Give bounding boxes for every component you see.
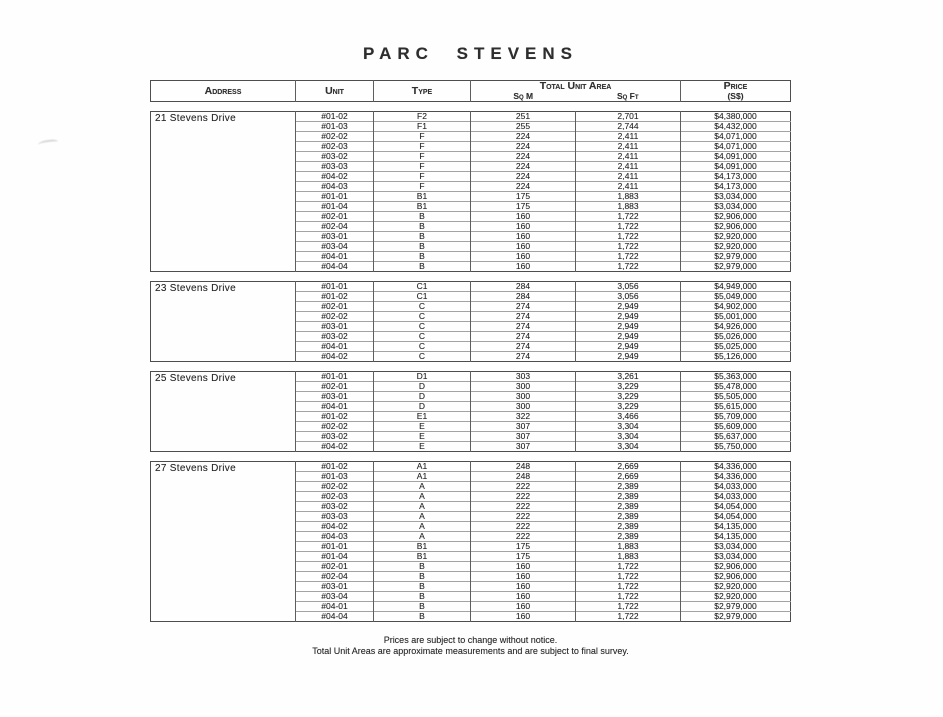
cell-sqm: 224 bbox=[471, 172, 576, 182]
cell-sqft: 1,722 bbox=[576, 572, 681, 582]
cell-sqm: 175 bbox=[471, 202, 576, 212]
cell-sqft: 3,229 bbox=[576, 402, 681, 412]
cell-type: B bbox=[374, 592, 471, 602]
cell-sqft: 1,722 bbox=[576, 602, 681, 612]
cell-unit: #03-02 bbox=[296, 332, 374, 342]
cell-type: B1 bbox=[374, 192, 471, 202]
cell-sqm: 222 bbox=[471, 522, 576, 532]
cell-unit: #02-03 bbox=[296, 492, 374, 502]
cell-type: B bbox=[374, 562, 471, 572]
cell-unit: #04-02 bbox=[296, 522, 374, 532]
cell-unit: #03-03 bbox=[296, 162, 374, 172]
table-row bbox=[151, 282, 791, 292]
cell-type: F bbox=[374, 132, 471, 142]
cell-sqft: 2,411 bbox=[576, 182, 681, 192]
cell-sqft: 1,722 bbox=[576, 252, 681, 262]
address-cell: 27 Stevens Drive bbox=[155, 463, 236, 474]
cell-sqft: 2,389 bbox=[576, 532, 681, 542]
cell-unit: #01-01 bbox=[296, 372, 374, 382]
cell-sqm: 175 bbox=[471, 542, 576, 552]
cell-price: $5,363,000 bbox=[681, 372, 791, 382]
cell-sqft: 2,949 bbox=[576, 342, 681, 352]
section-table bbox=[150, 281, 791, 362]
cell-unit: #04-02 bbox=[296, 172, 374, 182]
cell-price: $3,034,000 bbox=[681, 552, 791, 562]
cell-sqm: 274 bbox=[471, 352, 576, 362]
section-table bbox=[150, 111, 791, 272]
address-cell: 21 Stevens Drive bbox=[155, 113, 236, 124]
cell-sqm: 300 bbox=[471, 392, 576, 402]
cell-type: C bbox=[374, 312, 471, 322]
column-subheader-currency: (S$) bbox=[681, 92, 791, 102]
cell-price: $4,173,000 bbox=[681, 182, 791, 192]
cell-type: C bbox=[374, 322, 471, 332]
cell-type: A1 bbox=[374, 462, 471, 472]
cell-unit: #04-04 bbox=[296, 612, 374, 622]
cell-type: B bbox=[374, 232, 471, 242]
cell-unit: #03-01 bbox=[296, 232, 374, 242]
cell-type: F bbox=[374, 172, 471, 182]
column-subheader-sqft: Sq Ft bbox=[616, 92, 639, 101]
cell-type: F bbox=[374, 162, 471, 172]
cell-type: A bbox=[374, 532, 471, 542]
cell-unit: #01-01 bbox=[296, 542, 374, 552]
cell-sqft: 1,722 bbox=[576, 222, 681, 232]
cell-sqm: 255 bbox=[471, 122, 576, 132]
cell-unit: #04-01 bbox=[296, 402, 374, 412]
cell-type: A bbox=[374, 502, 471, 512]
cell-sqft: 2,389 bbox=[576, 492, 681, 502]
cell-price: $4,926,000 bbox=[681, 322, 791, 332]
cell-sqm: 322 bbox=[471, 412, 576, 422]
cell-sqm: 160 bbox=[471, 582, 576, 592]
cell-sqm: 224 bbox=[471, 182, 576, 192]
cell-price: $4,949,000 bbox=[681, 282, 791, 292]
cell-unit: #02-04 bbox=[296, 222, 374, 232]
cell-sqft: 2,389 bbox=[576, 522, 681, 532]
cell-unit: #02-01 bbox=[296, 382, 374, 392]
cell-price: $4,033,000 bbox=[681, 482, 791, 492]
cell-sqm: 224 bbox=[471, 162, 576, 172]
cell-price: $5,750,000 bbox=[681, 442, 791, 452]
cell-sqm: 160 bbox=[471, 252, 576, 262]
cell-unit: #01-02 bbox=[296, 112, 374, 122]
column-header-price: Price bbox=[681, 81, 791, 93]
cell-type: A bbox=[374, 482, 471, 492]
cell-price: $5,026,000 bbox=[681, 332, 791, 342]
cell-sqft: 2,411 bbox=[576, 172, 681, 182]
cell-type: A bbox=[374, 522, 471, 532]
column-header-type: Type bbox=[374, 81, 471, 102]
cell-sqft: 1,722 bbox=[576, 212, 681, 222]
cell-type: C bbox=[374, 342, 471, 352]
cell-price: $3,034,000 bbox=[681, 192, 791, 202]
cell-sqm: 222 bbox=[471, 512, 576, 522]
cell-sqft: 2,411 bbox=[576, 152, 681, 162]
column-header-total-unit-area: Total Unit Area bbox=[471, 81, 681, 93]
cell-type: D bbox=[374, 402, 471, 412]
cell-price: $4,902,000 bbox=[681, 302, 791, 312]
cell-price: $2,906,000 bbox=[681, 562, 791, 572]
cell-unit: #01-04 bbox=[296, 552, 374, 562]
cell-price: $4,054,000 bbox=[681, 502, 791, 512]
cell-type: F bbox=[374, 142, 471, 152]
cell-sqm: 303 bbox=[471, 372, 576, 382]
cell-sqft: 1,722 bbox=[576, 612, 681, 622]
table-row bbox=[151, 112, 791, 122]
cell-unit: #01-02 bbox=[296, 292, 374, 302]
cell-sqft: 3,304 bbox=[576, 432, 681, 442]
cell-sqm: 222 bbox=[471, 532, 576, 542]
cell-price: $4,033,000 bbox=[681, 492, 791, 502]
cell-price: $2,979,000 bbox=[681, 612, 791, 622]
cell-price: $4,071,000 bbox=[681, 142, 791, 152]
cell-unit: #02-04 bbox=[296, 572, 374, 582]
cell-unit: #04-01 bbox=[296, 342, 374, 352]
cell-unit: #02-01 bbox=[296, 562, 374, 572]
cell-unit: #04-01 bbox=[296, 252, 374, 262]
header-row bbox=[151, 81, 791, 93]
cell-price: $4,135,000 bbox=[681, 532, 791, 542]
cell-price: $2,920,000 bbox=[681, 232, 791, 242]
cell-type: B bbox=[374, 242, 471, 252]
cell-sqm: 160 bbox=[471, 232, 576, 242]
cell-price: $5,001,000 bbox=[681, 312, 791, 322]
cell-price: $5,126,000 bbox=[681, 352, 791, 362]
cell-price: $4,071,000 bbox=[681, 132, 791, 142]
cell-type: B bbox=[374, 582, 471, 592]
price-list-document bbox=[150, 44, 791, 657]
cell-price: $5,478,000 bbox=[681, 382, 791, 392]
cell-type: E bbox=[374, 422, 471, 432]
table-row bbox=[151, 372, 791, 382]
cell-sqft: 2,949 bbox=[576, 312, 681, 322]
cell-type: A bbox=[374, 492, 471, 502]
cell-price: $4,091,000 bbox=[681, 152, 791, 162]
cell-price: $2,906,000 bbox=[681, 212, 791, 222]
cell-sqm: 307 bbox=[471, 422, 576, 432]
cell-price: $2,979,000 bbox=[681, 602, 791, 612]
cell-sqft: 2,949 bbox=[576, 322, 681, 332]
cell-sqm: 160 bbox=[471, 212, 576, 222]
cell-sqm: 224 bbox=[471, 142, 576, 152]
cell-sqft: 1,883 bbox=[576, 192, 681, 202]
cell-price: $2,920,000 bbox=[681, 592, 791, 602]
cell-sqft: 1,883 bbox=[576, 542, 681, 552]
cell-price: $5,025,000 bbox=[681, 342, 791, 352]
cell-sqft: 2,949 bbox=[576, 302, 681, 312]
scan-smudge-mark bbox=[38, 139, 59, 148]
cell-unit: #04-02 bbox=[296, 352, 374, 362]
table-row bbox=[151, 462, 791, 472]
cell-unit: #01-01 bbox=[296, 192, 374, 202]
cell-sqft: 1,722 bbox=[576, 562, 681, 572]
cell-unit: #03-01 bbox=[296, 322, 374, 332]
cell-price: $5,505,000 bbox=[681, 392, 791, 402]
cell-unit: #03-02 bbox=[296, 152, 374, 162]
cell-sqft: 2,949 bbox=[576, 332, 681, 342]
footer-note-areas: Total Unit Areas are approximate measurements and are subject to final survey. bbox=[312, 646, 629, 656]
cell-sqft: 2,389 bbox=[576, 502, 681, 512]
cell-price: $4,336,000 bbox=[681, 462, 791, 472]
cell-sqm: 160 bbox=[471, 262, 576, 272]
cell-unit: #01-01 bbox=[296, 282, 374, 292]
cell-sqm: 274 bbox=[471, 322, 576, 332]
cell-unit: #04-03 bbox=[296, 532, 374, 542]
cell-unit: #01-04 bbox=[296, 202, 374, 212]
cell-type: E bbox=[374, 442, 471, 452]
cell-price: $3,034,000 bbox=[681, 202, 791, 212]
cell-sqft: 1,883 bbox=[576, 552, 681, 562]
cell-unit: #03-04 bbox=[296, 242, 374, 252]
cell-type: D bbox=[374, 382, 471, 392]
cell-unit: #01-02 bbox=[296, 412, 374, 422]
cell-sqft: 2,669 bbox=[576, 472, 681, 482]
section-table bbox=[150, 461, 791, 622]
cell-type: B bbox=[374, 212, 471, 222]
cell-type: B bbox=[374, 612, 471, 622]
cell-unit: #03-02 bbox=[296, 502, 374, 512]
cell-type: E1 bbox=[374, 412, 471, 422]
cell-type: D1 bbox=[374, 372, 471, 382]
cell-price: $3,034,000 bbox=[681, 542, 791, 552]
cell-unit: #02-02 bbox=[296, 422, 374, 432]
footer-notes bbox=[150, 635, 791, 657]
cell-price: $2,920,000 bbox=[681, 242, 791, 252]
cell-sqft: 2,744 bbox=[576, 122, 681, 132]
cell-sqft: 2,411 bbox=[576, 162, 681, 172]
cell-type: C1 bbox=[374, 282, 471, 292]
cell-sqft: 2,411 bbox=[576, 132, 681, 142]
cell-price: $4,380,000 bbox=[681, 112, 791, 122]
cell-sqm: 248 bbox=[471, 472, 576, 482]
cell-sqm: 175 bbox=[471, 192, 576, 202]
cell-sqft: 3,056 bbox=[576, 292, 681, 302]
cell-sqft: 2,389 bbox=[576, 482, 681, 492]
cell-price: $4,091,000 bbox=[681, 162, 791, 172]
cell-sqm: 307 bbox=[471, 432, 576, 442]
cell-unit: #04-04 bbox=[296, 262, 374, 272]
cell-sqm: 284 bbox=[471, 282, 576, 292]
cell-unit: #03-01 bbox=[296, 582, 374, 592]
cell-unit: #01-02 bbox=[296, 462, 374, 472]
cell-price: $4,173,000 bbox=[681, 172, 791, 182]
cell-unit: #03-04 bbox=[296, 592, 374, 602]
cell-price: $4,054,000 bbox=[681, 512, 791, 522]
cell-sqm: 274 bbox=[471, 312, 576, 322]
cell-sqm: 224 bbox=[471, 152, 576, 162]
cell-sqm: 160 bbox=[471, 562, 576, 572]
cell-type: A bbox=[374, 512, 471, 522]
cell-unit: #02-01 bbox=[296, 212, 374, 222]
cell-sqft: 3,056 bbox=[576, 282, 681, 292]
cell-sqm: 248 bbox=[471, 462, 576, 472]
cell-unit: #01-03 bbox=[296, 472, 374, 482]
cell-type: A1 bbox=[374, 472, 471, 482]
cell-type: B bbox=[374, 262, 471, 272]
column-subheader-sqm: Sq M bbox=[471, 92, 576, 102]
cell-sqm: 160 bbox=[471, 242, 576, 252]
cell-price: $5,609,000 bbox=[681, 422, 791, 432]
cell-sqft: 1,722 bbox=[576, 582, 681, 592]
cell-price: $5,615,000 bbox=[681, 402, 791, 412]
cell-sqm: 160 bbox=[471, 222, 576, 232]
cell-type: B1 bbox=[374, 552, 471, 562]
cell-type: F bbox=[374, 182, 471, 192]
cell-unit: #03-02 bbox=[296, 432, 374, 442]
cell-sqm: 274 bbox=[471, 342, 576, 352]
cell-unit: #02-02 bbox=[296, 132, 374, 142]
cell-price: $2,979,000 bbox=[681, 262, 791, 272]
cell-price: $4,336,000 bbox=[681, 472, 791, 482]
cell-unit: #02-02 bbox=[296, 312, 374, 322]
cell-sqft: 3,466 bbox=[576, 412, 681, 422]
cell-sqft: 1,722 bbox=[576, 232, 681, 242]
cell-sqm: 160 bbox=[471, 612, 576, 622]
cell-unit: #01-03 bbox=[296, 122, 374, 132]
cell-type: C1 bbox=[374, 292, 471, 302]
address-cell: 23 Stevens Drive bbox=[155, 283, 236, 294]
cell-sqm: 274 bbox=[471, 332, 576, 342]
cell-price: $4,432,000 bbox=[681, 122, 791, 132]
cell-sqft: 3,304 bbox=[576, 422, 681, 432]
column-header-address: Address bbox=[204, 84, 242, 97]
cell-unit: #03-03 bbox=[296, 512, 374, 522]
cell-price: $5,049,000 bbox=[681, 292, 791, 302]
cell-sqm: 160 bbox=[471, 592, 576, 602]
cell-type: C bbox=[374, 302, 471, 312]
cell-unit: #02-02 bbox=[296, 482, 374, 492]
cell-sqm: 300 bbox=[471, 382, 576, 392]
cell-type: B1 bbox=[374, 542, 471, 552]
cell-sqft: 2,411 bbox=[576, 142, 681, 152]
cell-type: F bbox=[374, 152, 471, 162]
cell-sqm: 222 bbox=[471, 492, 576, 502]
cell-unit: #03-01 bbox=[296, 392, 374, 402]
section-tables bbox=[150, 111, 791, 622]
cell-type: B bbox=[374, 572, 471, 582]
column-header-unit: Unit bbox=[296, 81, 374, 102]
cell-sqm: 307 bbox=[471, 442, 576, 452]
price-table-header bbox=[150, 80, 791, 102]
cell-type: F1 bbox=[374, 122, 471, 132]
cell-sqft: 3,304 bbox=[576, 442, 681, 452]
cell-sqm: 224 bbox=[471, 132, 576, 142]
cell-type: B1 bbox=[374, 202, 471, 212]
cell-unit: #04-03 bbox=[296, 182, 374, 192]
cell-sqm: 222 bbox=[471, 502, 576, 512]
cell-sqft: 1,722 bbox=[576, 262, 681, 272]
cell-unit: #04-02 bbox=[296, 442, 374, 452]
cell-type: F2 bbox=[374, 112, 471, 122]
cell-sqm: 251 bbox=[471, 112, 576, 122]
cell-price: $2,920,000 bbox=[681, 582, 791, 592]
cell-sqm: 222 bbox=[471, 482, 576, 492]
cell-sqm: 175 bbox=[471, 552, 576, 562]
cell-price: $4,135,000 bbox=[681, 522, 791, 532]
cell-type: B bbox=[374, 602, 471, 612]
cell-unit: #02-03 bbox=[296, 142, 374, 152]
cell-sqft: 1,883 bbox=[576, 202, 681, 212]
cell-unit: #02-01 bbox=[296, 302, 374, 312]
document-title: PARC STEVENS bbox=[363, 44, 578, 63]
cell-type: B bbox=[374, 222, 471, 232]
cell-price: $2,906,000 bbox=[681, 222, 791, 232]
cell-sqft: 2,949 bbox=[576, 352, 681, 362]
cell-sqm: 274 bbox=[471, 302, 576, 312]
cell-unit: #04-01 bbox=[296, 602, 374, 612]
address-cell: 25 Stevens Drive bbox=[155, 373, 236, 384]
cell-sqft: 1,722 bbox=[576, 242, 681, 252]
cell-type: E bbox=[374, 432, 471, 442]
cell-sqm: 300 bbox=[471, 402, 576, 412]
cell-sqft: 2,669 bbox=[576, 462, 681, 472]
cell-price: $2,979,000 bbox=[681, 252, 791, 262]
cell-type: C bbox=[374, 352, 471, 362]
cell-sqft: 3,229 bbox=[576, 392, 681, 402]
cell-sqm: 284 bbox=[471, 292, 576, 302]
cell-sqft: 2,389 bbox=[576, 512, 681, 522]
cell-type: C bbox=[374, 332, 471, 342]
cell-type: D bbox=[374, 392, 471, 402]
cell-price: $2,906,000 bbox=[681, 572, 791, 582]
section-table bbox=[150, 371, 791, 452]
footer-note-prices: Prices are subject to change without notice. bbox=[383, 635, 558, 645]
cell-sqft: 2,701 bbox=[576, 112, 681, 122]
cell-sqm: 160 bbox=[471, 602, 576, 612]
cell-sqft: 3,261 bbox=[576, 372, 681, 382]
cell-type: B bbox=[374, 252, 471, 262]
cell-price: $5,637,000 bbox=[681, 432, 791, 442]
cell-sqft: 3,229 bbox=[576, 382, 681, 392]
cell-sqft: 1,722 bbox=[576, 592, 681, 602]
cell-sqm: 160 bbox=[471, 572, 576, 582]
cell-price: $5,709,000 bbox=[681, 412, 791, 422]
